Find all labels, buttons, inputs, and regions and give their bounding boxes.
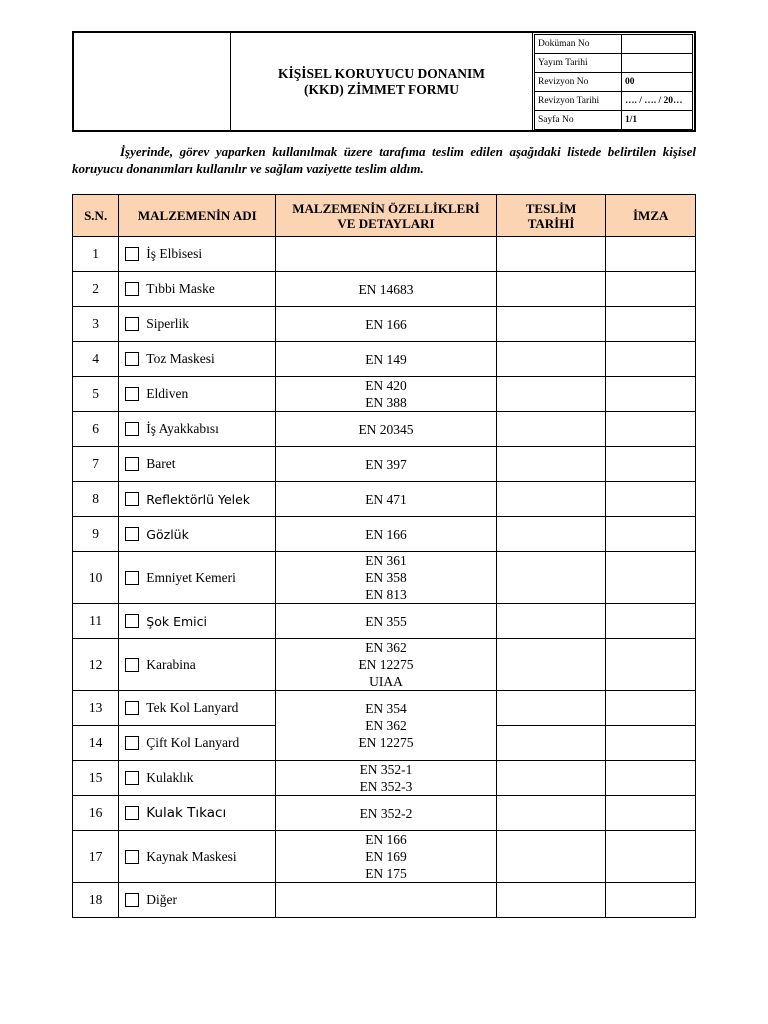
meta-value	[622, 54, 693, 73]
row-name-wrap	[119, 456, 275, 472]
signature-cell[interactable]	[606, 377, 696, 412]
delivery-date-cell[interactable]	[496, 447, 606, 482]
meta-value	[622, 35, 693, 54]
row-sn: 18	[73, 883, 119, 918]
row-name-cell	[119, 831, 276, 883]
table-row	[73, 412, 696, 447]
meta-row	[535, 35, 693, 54]
form-header	[72, 31, 696, 132]
signature-cell[interactable]	[606, 639, 696, 691]
table-row	[73, 342, 696, 377]
row-sn: 10	[73, 552, 119, 604]
row-sn: 2	[73, 272, 119, 307]
row-name-cell	[119, 552, 276, 604]
delivery-date-cell[interactable]	[496, 796, 606, 831]
spec-line: EN 813	[365, 587, 407, 602]
row-name-cell	[119, 639, 276, 691]
row-name-wrap	[119, 570, 275, 586]
row-name-cell	[119, 482, 276, 517]
row-sn: 16	[73, 796, 119, 831]
row-name-wrap	[119, 421, 275, 437]
signature-cell[interactable]	[606, 726, 696, 761]
item-name: Şok Emici	[146, 613, 207, 629]
item-name: Emniyet Kemeri	[146, 569, 236, 585]
delivery-date-cell[interactable]	[496, 552, 606, 604]
row-name-wrap	[119, 246, 275, 262]
row-sn: 14	[73, 726, 119, 761]
row-spec: EN 166	[276, 307, 496, 342]
row-name-cell	[119, 307, 276, 342]
logo-area	[74, 33, 231, 130]
document-meta-table	[534, 34, 693, 130]
checkbox[interactable]	[125, 457, 139, 471]
row-name-cell	[119, 342, 276, 377]
ppe-table	[72, 194, 696, 918]
delivery-date-cell[interactable]	[496, 412, 606, 447]
checkbox[interactable]	[125, 492, 139, 506]
table-row	[73, 883, 696, 918]
row-sn: 13	[73, 691, 119, 726]
row-sn: 15	[73, 761, 119, 796]
spec-line: EN 358	[365, 570, 407, 585]
signature-cell[interactable]	[606, 796, 696, 831]
item-name: Baret	[146, 456, 176, 471]
delivery-date-cell[interactable]	[496, 883, 606, 918]
delivery-date-cell[interactable]	[496, 831, 606, 883]
spec-line: EN 169	[365, 849, 407, 864]
row-spec: EN 397	[276, 447, 496, 482]
row-name-wrap	[119, 492, 275, 507]
signature-cell[interactable]	[606, 307, 696, 342]
signature-cell[interactable]	[606, 552, 696, 604]
spec-line: EN 362	[365, 718, 407, 733]
row-spec	[276, 237, 496, 272]
item-name: Eldiven	[146, 386, 189, 401]
header-date	[496, 195, 606, 237]
item-name: Tıbbi Maske	[146, 281, 215, 296]
table-row	[73, 552, 696, 604]
spec-line: EN 361	[365, 553, 407, 568]
delivery-date-cell[interactable]	[496, 377, 606, 412]
row-spec: EN 355	[276, 604, 496, 639]
row-spec: EN 20345	[276, 412, 496, 447]
row-name-wrap	[119, 770, 275, 786]
signature-cell[interactable]	[606, 517, 696, 552]
delivery-date-cell[interactable]	[496, 604, 606, 639]
checkbox[interactable]	[125, 282, 139, 296]
item-name: İş Elbisesi	[146, 246, 203, 261]
meta-row	[535, 111, 693, 130]
row-name-cell	[119, 726, 276, 761]
signature-cell[interactable]	[606, 237, 696, 272]
row-name-wrap	[119, 735, 275, 751]
signature-cell[interactable]	[606, 482, 696, 517]
form-title-line1: KİŞİSEL KORUYUCU DONANIM	[277, 65, 486, 81]
row-spec: EN 471	[276, 482, 496, 517]
row-name-cell	[119, 796, 276, 831]
row-spec: EN 352-2	[276, 796, 496, 831]
row-name-cell	[119, 447, 276, 482]
row-spec: EN 14683	[276, 272, 496, 307]
row-name-wrap	[119, 386, 275, 402]
spec-line: EN 175	[365, 866, 407, 881]
item-name: Tek Kol Lanyard	[146, 700, 239, 715]
signature-cell[interactable]	[606, 761, 696, 796]
table-row	[73, 447, 696, 482]
row-name-wrap	[119, 657, 275, 673]
row-name-cell	[119, 237, 276, 272]
delivery-date-cell[interactable]	[496, 726, 606, 761]
meta-value: …. / …. / 20…	[622, 92, 693, 111]
document-meta	[533, 33, 694, 130]
row-name-cell	[119, 377, 276, 412]
row-spec	[276, 761, 496, 796]
row-name-cell	[119, 691, 276, 726]
table-row	[73, 639, 696, 691]
row-sn: 11	[73, 604, 119, 639]
table-row	[73, 517, 696, 552]
spec-line: EN 352-3	[359, 779, 413, 794]
checkbox[interactable]	[125, 527, 139, 541]
row-name-wrap	[119, 805, 275, 821]
row-sn: 7	[73, 447, 119, 482]
row-name-wrap	[119, 281, 275, 297]
row-name-cell	[119, 517, 276, 552]
checkbox[interactable]	[125, 352, 139, 366]
meta-value: 1/1	[622, 111, 693, 130]
row-name-wrap	[119, 351, 275, 367]
spec-line: EN 12275	[358, 657, 414, 672]
meta-label: Doküman No	[535, 35, 622, 54]
intro-statement: İşyerinde, görev yaparken kullanılmak üzere tarafıma teslim edilen aşağıdaki listede belirtilen kişisel koruyucu donanımları kullanılır ve sağlam vaziyette teslim aldım.	[72, 144, 696, 176]
header-name: MALZEMENİN ADI	[119, 195, 276, 237]
row-sn: 12	[73, 639, 119, 691]
spec-line: EN 352-1	[359, 762, 413, 777]
meta-label: Sayfa No	[535, 111, 622, 130]
header-sign: İMZA	[606, 195, 696, 237]
signature-cell[interactable]	[606, 604, 696, 639]
row-name-wrap	[119, 892, 275, 908]
row-sn: 3	[73, 307, 119, 342]
spec-line: EN 12275	[358, 735, 414, 750]
row-spec: EN 166	[276, 517, 496, 552]
spec-line: EN 354	[365, 701, 407, 716]
signature-cell[interactable]	[606, 447, 696, 482]
row-spec	[276, 883, 496, 918]
header-spec-line1: MALZEMENİN ÖZELLİKLERİ	[292, 200, 480, 216]
item-name: Siperlik	[146, 316, 190, 331]
row-spec	[276, 639, 496, 691]
delivery-date-cell[interactable]	[496, 761, 606, 796]
row-name-cell	[119, 883, 276, 918]
delivery-date-cell[interactable]	[496, 517, 606, 552]
row-name-wrap	[119, 614, 275, 629]
item-name: Gözlük	[146, 526, 189, 542]
item-name: Reflektörlü Yelek	[146, 491, 251, 507]
table-row	[73, 377, 696, 412]
signature-cell[interactable]	[606, 691, 696, 726]
checkbox[interactable]	[125, 658, 139, 672]
spec-line: EN 362	[365, 640, 407, 655]
row-name-wrap	[119, 527, 275, 542]
checkbox[interactable]	[125, 614, 139, 628]
row-sn: 6	[73, 412, 119, 447]
row-sn: 1	[73, 237, 119, 272]
header-date-line1: TESLİM	[525, 200, 577, 216]
checkbox[interactable]	[125, 893, 139, 907]
row-name-wrap	[119, 700, 275, 716]
meta-row	[535, 73, 693, 92]
signature-cell[interactable]	[606, 831, 696, 883]
table-row	[73, 604, 696, 639]
delivery-date-cell[interactable]	[496, 272, 606, 307]
item-name: İş Ayakkabısı	[146, 421, 219, 436]
item-name: Çift Kol Lanyard	[146, 735, 240, 750]
item-name: Kulak Tıkacı	[146, 805, 227, 821]
checkbox[interactable]	[125, 387, 139, 401]
meta-label: Yayım Tarihi	[535, 54, 622, 73]
row-sn: 4	[73, 342, 119, 377]
row-spec	[276, 831, 496, 883]
row-sn: 5	[73, 377, 119, 412]
table-row	[73, 761, 696, 796]
table-row	[73, 691, 696, 726]
table-row	[73, 272, 696, 307]
header-sn: S.N.	[73, 195, 119, 237]
checkbox[interactable]	[125, 771, 139, 785]
delivery-date-cell[interactable]	[496, 307, 606, 342]
meta-label: Revizyon Tarihi	[535, 92, 622, 111]
meta-value: 00	[622, 73, 693, 92]
checkbox[interactable]	[125, 422, 139, 436]
item-name: Kulaklık	[146, 770, 194, 785]
row-spec: EN 149	[276, 342, 496, 377]
signature-cell[interactable]	[606, 272, 696, 307]
row-sn: 8	[73, 482, 119, 517]
row-name-wrap	[119, 849, 275, 865]
row-spec-merged	[276, 691, 496, 761]
spec-line: UIAA	[369, 674, 403, 689]
table-row	[73, 237, 696, 272]
delivery-date-cell[interactable]	[496, 639, 606, 691]
checkbox[interactable]	[125, 736, 139, 750]
item-name: Toz Maskesi	[146, 351, 215, 366]
delivery-date-cell[interactable]	[496, 237, 606, 272]
header-date-line2: TARİHİ	[527, 215, 575, 231]
delivery-date-cell[interactable]	[496, 342, 606, 377]
delivery-date-cell[interactable]	[496, 691, 606, 726]
delivery-date-cell[interactable]	[496, 482, 606, 517]
row-name-cell	[119, 761, 276, 796]
checkbox[interactable]	[125, 317, 139, 331]
form-title-line2: (KKD) ZİMMET FORMU	[304, 81, 459, 97]
meta-row	[535, 54, 693, 73]
row-name-cell	[119, 604, 276, 639]
spec-line: EN 166	[365, 832, 407, 847]
table-row	[73, 307, 696, 342]
spec-line: EN 388	[365, 395, 407, 410]
signature-cell[interactable]	[606, 883, 696, 918]
item-name: Kaynak Maskesi	[146, 848, 237, 864]
signature-cell[interactable]	[606, 342, 696, 377]
item-name: Diğer	[146, 892, 178, 907]
checkbox[interactable]	[125, 806, 139, 820]
header-spec-line2: VE DETAYLARI	[337, 215, 435, 231]
row-spec	[276, 377, 496, 412]
row-name-wrap	[119, 316, 275, 332]
table-header-row	[73, 195, 696, 237]
meta-label: Revizyon No	[535, 73, 622, 92]
item-name: Karabina	[146, 656, 196, 672]
row-sn: 17	[73, 831, 119, 883]
row-sn: 9	[73, 517, 119, 552]
checkbox[interactable]	[125, 701, 139, 715]
spec-line: EN 420	[365, 378, 407, 393]
signature-cell[interactable]	[606, 412, 696, 447]
row-name-cell	[119, 412, 276, 447]
header-spec	[276, 195, 496, 237]
row-spec	[276, 552, 496, 604]
form-title	[231, 33, 533, 130]
table-row	[73, 831, 696, 883]
row-name-cell	[119, 272, 276, 307]
table-row	[73, 796, 696, 831]
table-row	[73, 482, 696, 517]
checkbox[interactable]	[125, 571, 139, 585]
checkbox[interactable]	[125, 247, 139, 261]
meta-row	[535, 92, 693, 111]
checkbox[interactable]	[125, 850, 139, 864]
